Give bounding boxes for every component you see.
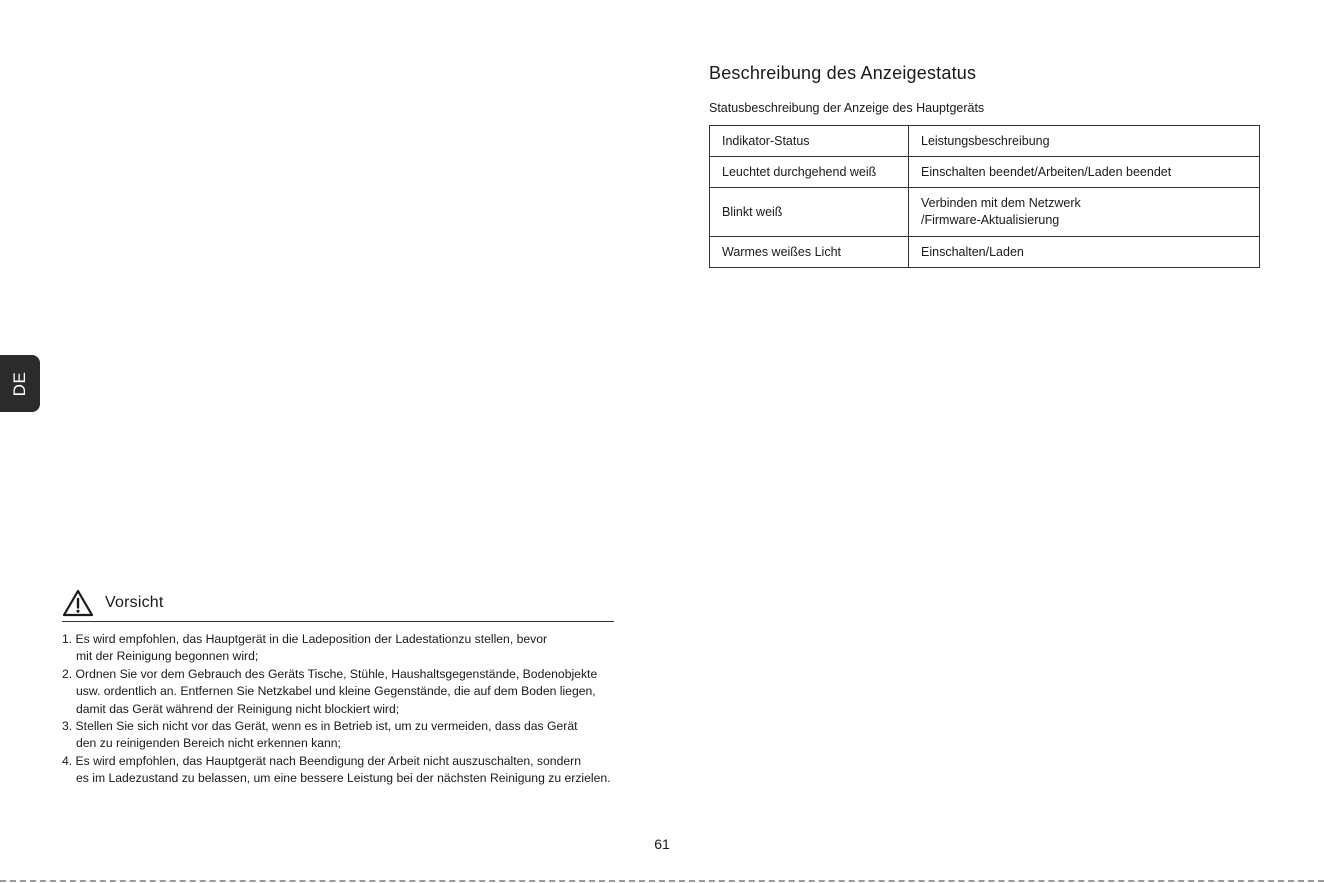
indicator-status-table	[709, 125, 1260, 268]
list-item: 4. Es wird empfohlen, das Hauptgerät nach Beendigung der Arbeit nicht auszuschalten, sondern es im Ladezustand zu belassen, um eine bessere Leistung bei der nächsten Reinigung zu erzielen.	[62, 753, 611, 786]
list-item: 2. Ordnen Sie vor dem Gebrauch des Geräts Tische, Stühle, Haushaltsgegenstände, Bodenobjekte usw. ordentlich an. Entfernen Sie Netzkabel und kleine Gegenstände, die auf dem Boden liegen, damit das Gerät während der Reinigung nicht blockiert wird;	[62, 666, 598, 716]
caution-header	[62, 587, 614, 622]
page-bottom-divider	[0, 880, 1324, 882]
column-header-indicator-status: Indikator-Status	[710, 126, 909, 157]
caution-title: Vorsicht	[105, 594, 164, 611]
table-cell-description: Verbinden mit dem Netzwerk /Firmware-Aktualisierung	[909, 188, 1260, 237]
column-header-description: Leistungsbeschreibung	[909, 126, 1260, 157]
table-cell-status: Warmes weißes Licht	[710, 237, 909, 268]
table-header-row	[710, 126, 1260, 157]
page-number: 61	[654, 836, 670, 852]
indicator-status-section	[709, 60, 1261, 268]
table-caption: Statusbeschreibung der Anzeige des Hauptgeräts	[709, 101, 985, 115]
language-tab	[0, 355, 40, 412]
caution-section	[62, 587, 614, 788]
table-row	[710, 157, 1260, 188]
warning-triangle-icon	[62, 589, 94, 617]
table-cell-description: Einschalten beendet/Arbeiten/Laden beendet	[909, 157, 1260, 188]
list-item: 1. Es wird empfohlen, das Hauptgerät in die Ladeposition der Ladestationzu stellen, bevor mit der Reinigung begonnen wird;	[62, 632, 548, 664]
caution-list	[62, 631, 614, 788]
table-row	[710, 188, 1260, 237]
table-cell-status: Blinkt weiß	[710, 188, 909, 237]
table-cell-status: Leuchtet durchgehend weiß	[710, 157, 909, 188]
language-tab-label: DE	[10, 371, 29, 396]
section-title: Beschreibung des Anzeigestatus	[709, 63, 977, 83]
table-cell-description: Einschalten/Laden	[909, 237, 1260, 268]
list-item: 3. Stellen Sie sich nicht vor das Gerät, wenn es in Betrieb ist, um zu vermeiden, dass das Gerät den zu reinigenden Bereich nicht erkennen kann;	[62, 719, 578, 751]
table-row	[710, 237, 1260, 268]
